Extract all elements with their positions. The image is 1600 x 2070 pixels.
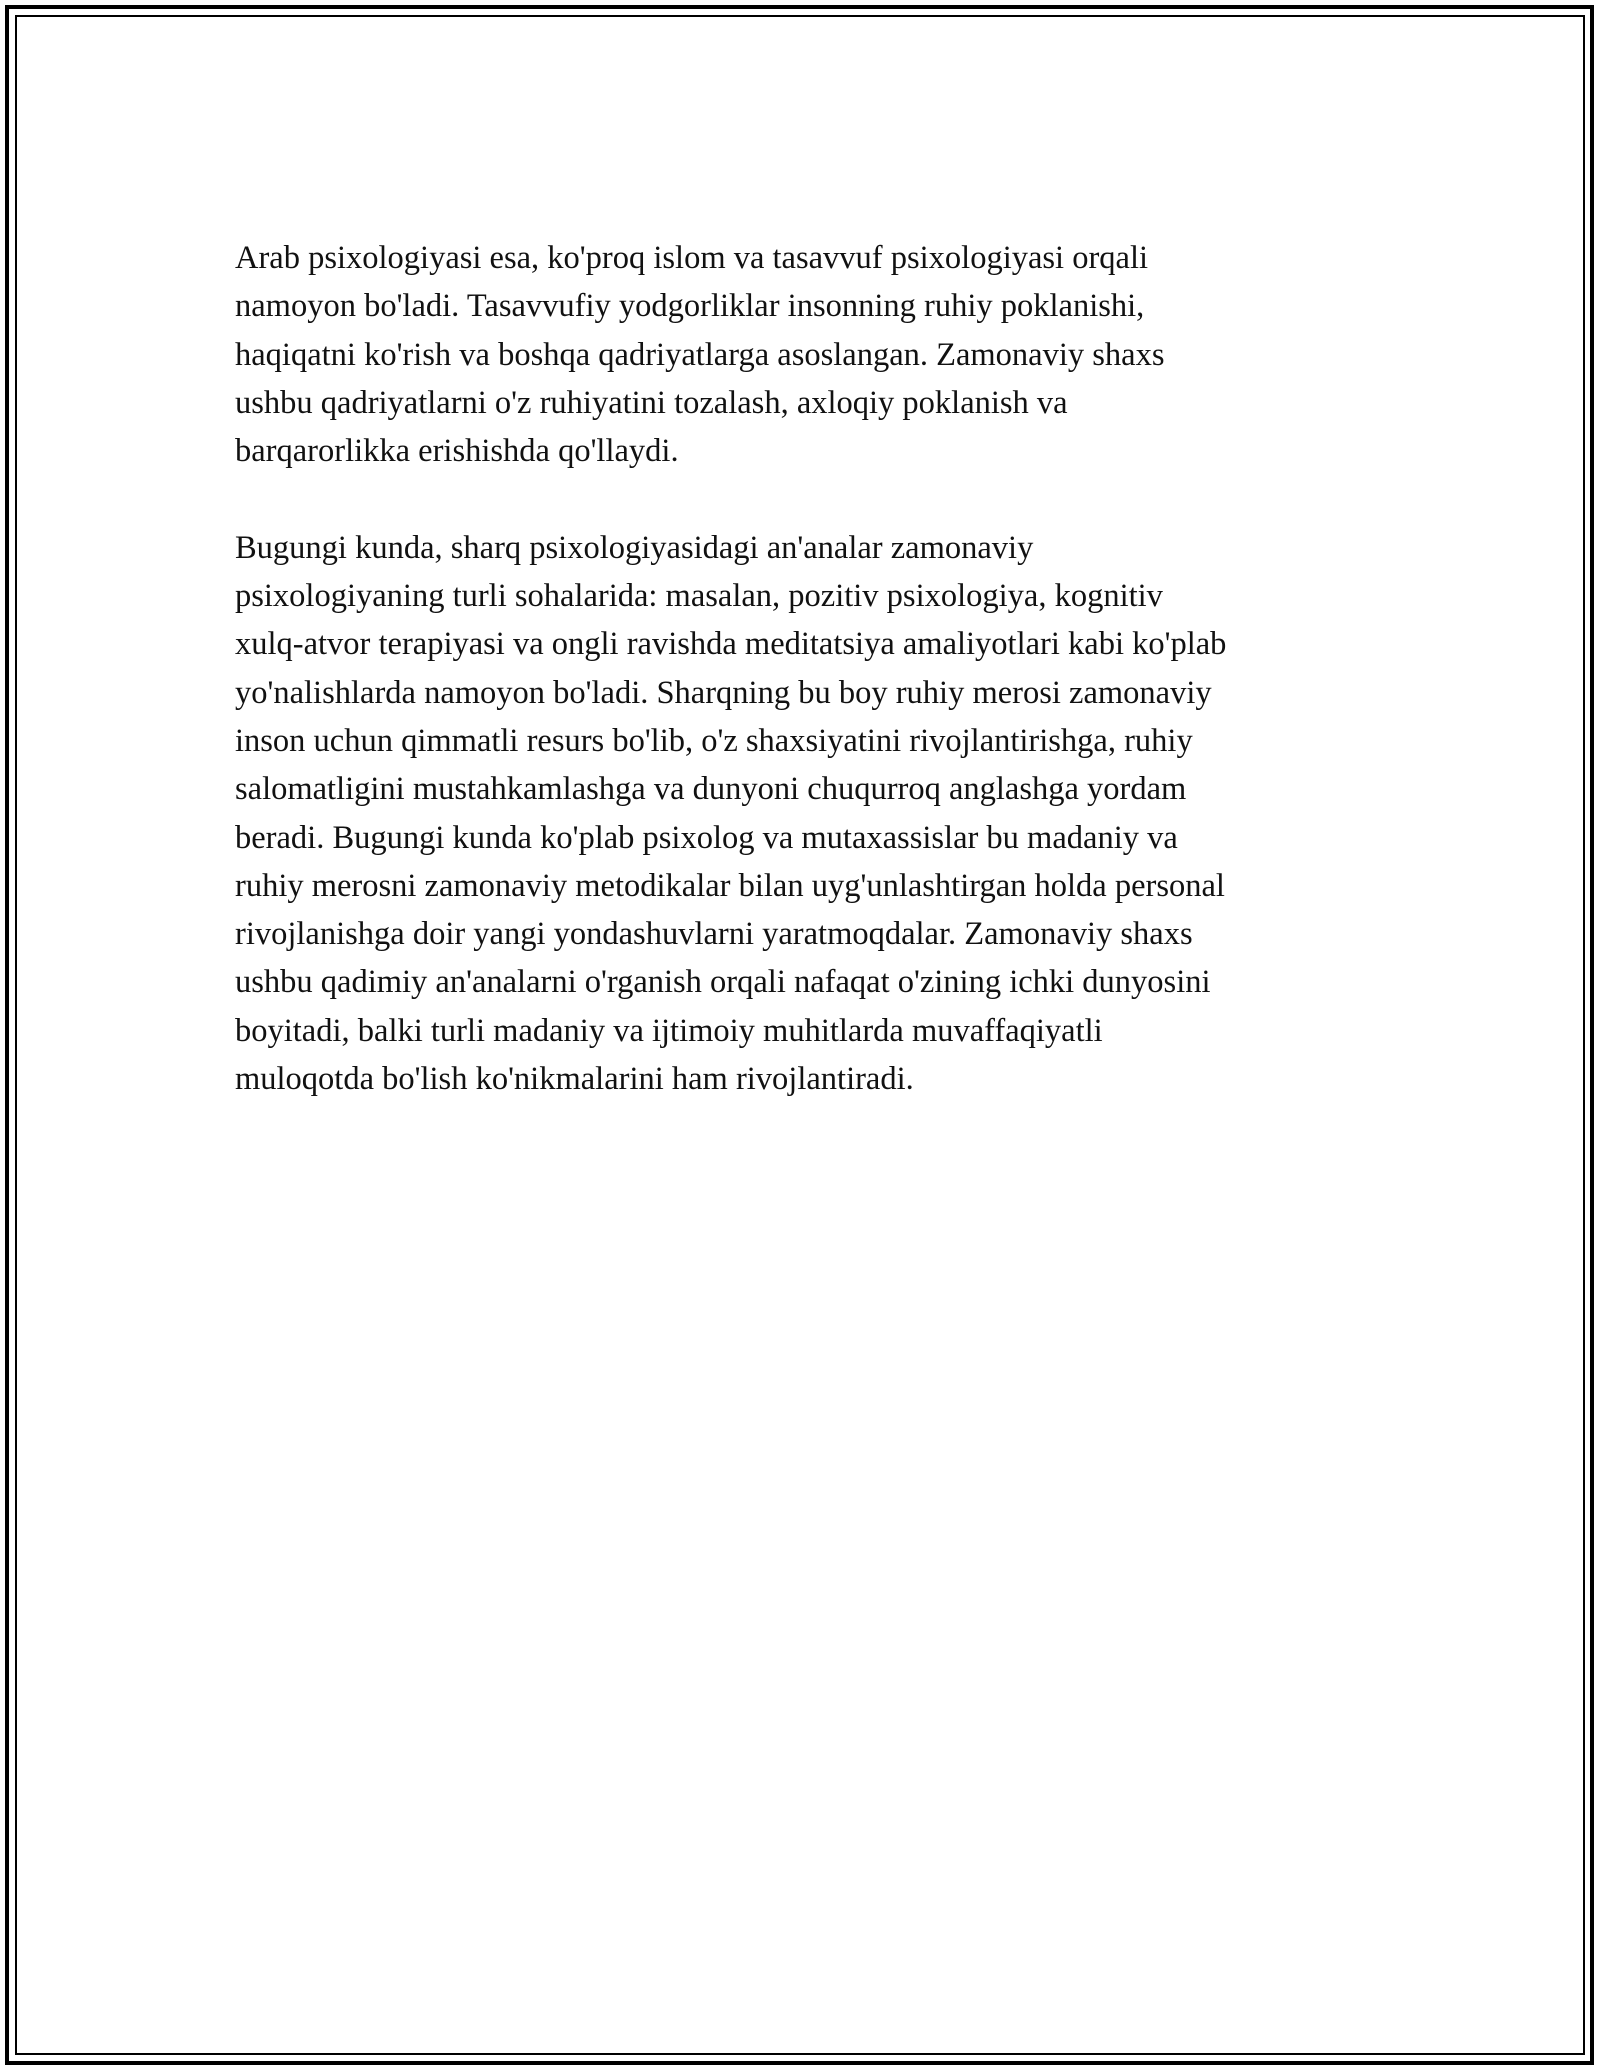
document-body [235, 234, 1365, 1103]
paragraph-2: Bugungi kunda, sharq psixologiyasidagi an'analar zamonaviy psixologiyaning turli sohalarida: masalan, pozitiv psixologiya, kognitiv xulq-atvor terapiyasi va ongli ravishda meditatsiya amaliyotlari kabi ko'plab yo'nalishlarda namoyon bo'ladi. Sharqning bu boy ruhiy merosi zamonaviy inson uchun qimmatli resurs bo'lib, o'z shaxsiyatini rivojlantirishga, ruhiy salomatligini mustahkamlashga va dunyoni chuqurroq anglashga yordam beradi. Bugungi kunda ko'plab psixolog va mutaxassislar bu madaniy va ruhiy merosni zamonaviy metodikalar bilan uyg'unlashtirgan holda personal rivojlanishga doir yangi yondashuvlarni yaratmoqdalar. Zamonaviy shaxs ushbu qadimiy an'analarni o'rganish orqali nafaqat o'zining ichki dunyosini boyitadi, balki turli madaniy va ijtimoiy muhitlarda muvaffaqiyatli muloqotda bo'lish ko'nikmalarini ham rivojlantiradi. [235, 529, 1227, 1098]
paragraph-1: Arab psixologiyasi esa, ko'proq islom va tasavvuf psixologiyasi orqali namoyon bo'ladi. Tasavvufiy yodgorliklar insonning ruhiy poklanishi, haqiqatni ko'rish va boshqa qadriyatlarga asoslangan. Zamonaviy shaxs ushbu qadriyatlarni o'z ruhiyatini tozalash, axloqiy poklanish va barqarorlikka erishishda qo'llaydi. [235, 240, 1165, 470]
